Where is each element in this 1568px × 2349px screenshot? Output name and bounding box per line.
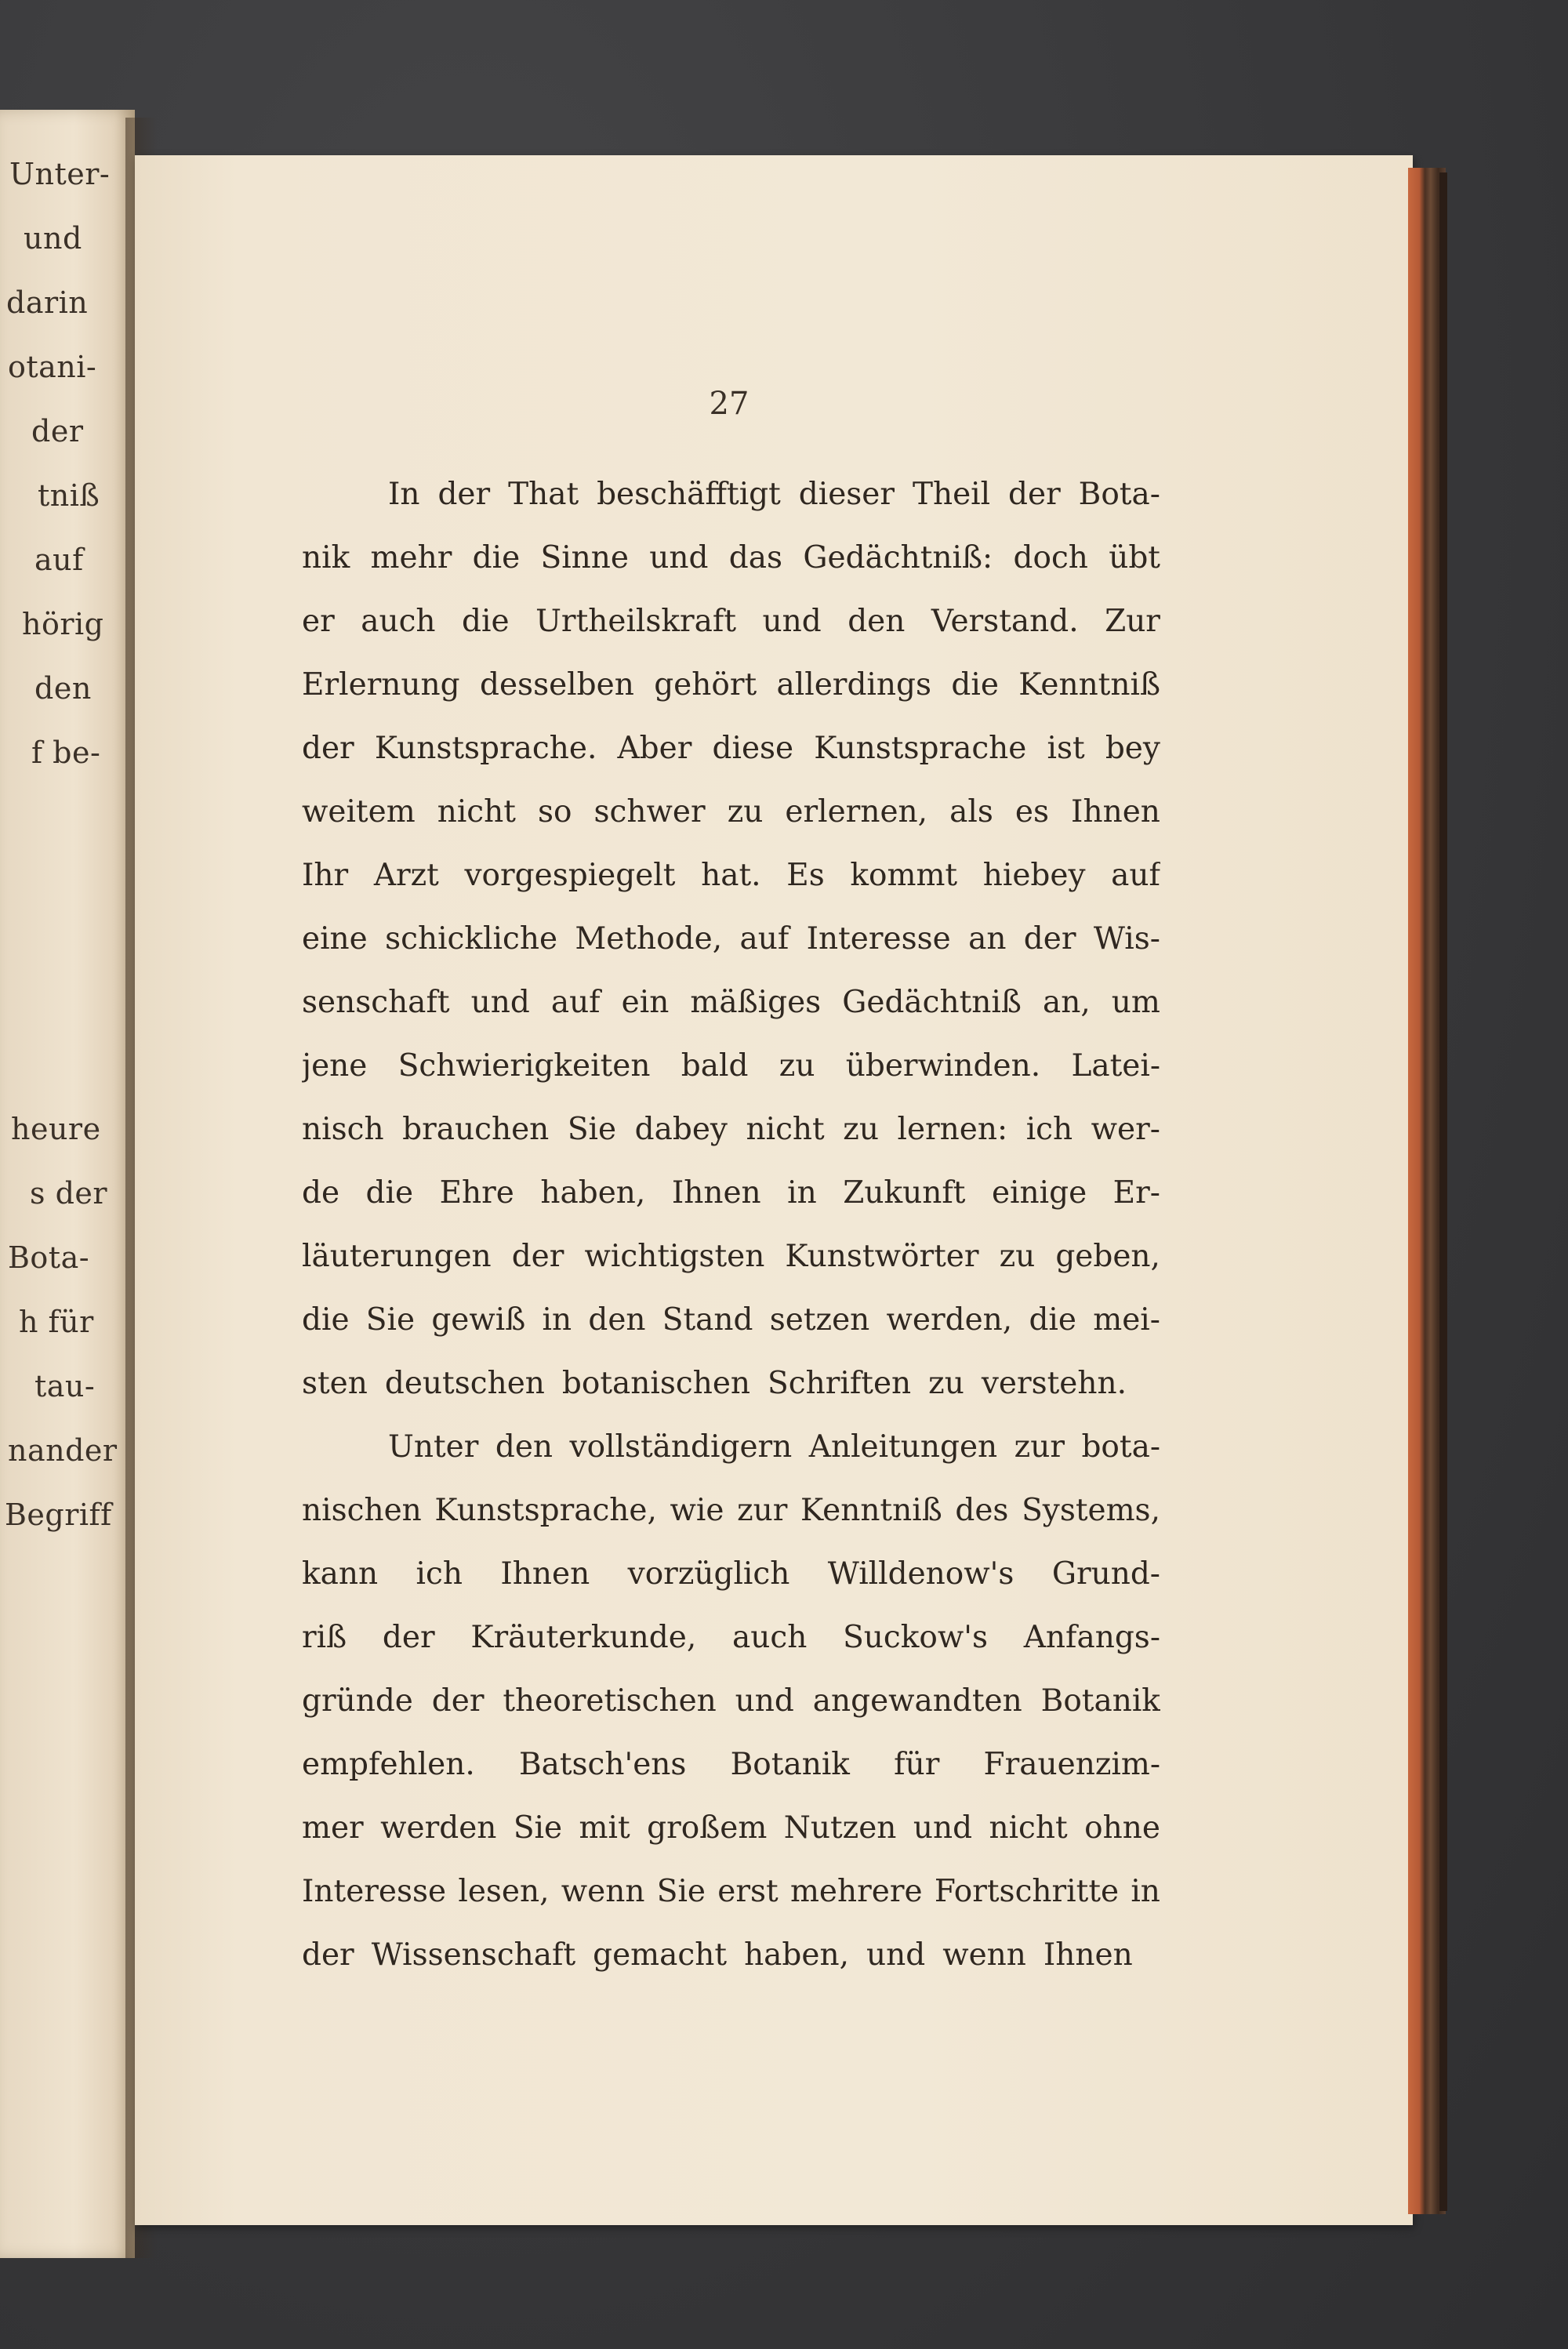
word: gründe bbox=[302, 1683, 413, 1719]
word: schwer bbox=[593, 794, 706, 830]
text-line bbox=[302, 1161, 1160, 1225]
book-cover-spine-shadow bbox=[1439, 172, 1447, 2211]
word: übt bbox=[1109, 540, 1160, 575]
word: Fortschritte bbox=[934, 1874, 1120, 1909]
word: gehört bbox=[654, 667, 757, 703]
word: Sie bbox=[656, 1874, 706, 1909]
word: Wissenschaft bbox=[371, 1937, 576, 1973]
left-page-fragment: f be- bbox=[31, 735, 101, 770]
word: ist bbox=[1047, 731, 1085, 766]
word: die bbox=[472, 540, 521, 575]
text-line bbox=[302, 1352, 1160, 1415]
word: mehr bbox=[370, 540, 452, 575]
word: weitem bbox=[302, 794, 416, 830]
word: Sie bbox=[513, 1810, 563, 1846]
word: vorzüglich bbox=[627, 1556, 790, 1592]
word: nicht bbox=[437, 794, 516, 830]
word: wer- bbox=[1091, 1112, 1160, 1147]
word: zu bbox=[999, 1239, 1036, 1274]
word: Willdenow's bbox=[827, 1556, 1014, 1592]
word: der bbox=[1023, 921, 1076, 957]
word: haben, bbox=[744, 1937, 849, 1973]
word: zur bbox=[1014, 1429, 1065, 1465]
word: sten bbox=[302, 1366, 368, 1401]
word: und bbox=[735, 1683, 794, 1719]
word: zu bbox=[727, 794, 764, 830]
word: an bbox=[968, 921, 1007, 957]
left-page-fragment: Bota- bbox=[8, 1240, 90, 1275]
word: Wis- bbox=[1093, 921, 1160, 957]
word: Er- bbox=[1112, 1175, 1160, 1211]
word: Ihnen bbox=[671, 1175, 761, 1211]
word: zu bbox=[928, 1366, 964, 1401]
word: wie bbox=[670, 1493, 724, 1528]
word: Frauenzim- bbox=[983, 1747, 1160, 1782]
text-line bbox=[302, 1225, 1160, 1288]
word: bey bbox=[1105, 731, 1160, 766]
word: Kenntniß bbox=[1018, 667, 1160, 703]
body-text bbox=[302, 463, 1160, 1987]
left-page-fragment: nander bbox=[8, 1433, 118, 1468]
word: de bbox=[302, 1175, 340, 1211]
word: ohne bbox=[1084, 1810, 1160, 1846]
word: einige bbox=[991, 1175, 1087, 1211]
word: auch bbox=[731, 1620, 808, 1655]
text-line bbox=[302, 907, 1160, 971]
left-page-fragment: auf bbox=[34, 543, 84, 577]
text-line bbox=[302, 844, 1160, 907]
word: doch bbox=[1013, 540, 1088, 575]
left-page-fragment: s der bbox=[30, 1176, 108, 1211]
word: setzen bbox=[769, 1302, 870, 1338]
word: Ihr bbox=[302, 858, 349, 893]
word: die bbox=[302, 1302, 350, 1338]
word: erlernen, bbox=[785, 794, 928, 830]
word: auch bbox=[361, 604, 436, 639]
word: wichtigsten bbox=[584, 1239, 765, 1274]
word: die bbox=[951, 667, 999, 703]
word: nischen bbox=[302, 1493, 422, 1528]
word: Kenntniß bbox=[800, 1493, 942, 1528]
word: lesen, bbox=[458, 1874, 550, 1909]
left-page-fragment: heure bbox=[11, 1112, 101, 1146]
word: Kunstsprache. bbox=[374, 731, 597, 766]
word: zu bbox=[843, 1112, 879, 1147]
word: haben, bbox=[540, 1175, 646, 1211]
text-line bbox=[302, 1288, 1160, 1352]
word: Latei- bbox=[1071, 1048, 1160, 1084]
word: auf bbox=[550, 985, 601, 1020]
word: läuterungen bbox=[302, 1239, 492, 1274]
word: nisch bbox=[302, 1112, 384, 1147]
word: in bbox=[787, 1175, 817, 1211]
text-line bbox=[302, 463, 1160, 526]
word: beschäfftigt bbox=[597, 477, 781, 512]
text-line bbox=[302, 1669, 1160, 1733]
left-page-fragment: darin bbox=[6, 285, 89, 320]
word: auf bbox=[739, 921, 789, 957]
word: empfehlen. bbox=[302, 1747, 475, 1782]
text-line bbox=[302, 717, 1160, 780]
text-line bbox=[302, 780, 1160, 844]
word: brauchen bbox=[402, 1112, 550, 1147]
word: Botanik bbox=[1040, 1683, 1160, 1719]
word: mer bbox=[302, 1810, 364, 1846]
word: zu bbox=[779, 1048, 815, 1084]
word: und bbox=[470, 985, 530, 1020]
word: Zur bbox=[1105, 604, 1160, 639]
word: Methode, bbox=[575, 921, 723, 957]
word: mäßiges bbox=[690, 985, 822, 1020]
word: Ihnen bbox=[1043, 1937, 1133, 1973]
word: Urtheilskraft bbox=[535, 604, 737, 639]
word: Systems, bbox=[1022, 1493, 1160, 1528]
text-line bbox=[302, 1542, 1160, 1606]
text-line bbox=[302, 1796, 1160, 1860]
word: großem bbox=[647, 1810, 768, 1846]
word: botanischen bbox=[561, 1366, 751, 1401]
word: Aber bbox=[617, 731, 692, 766]
word: Ehre bbox=[439, 1175, 514, 1211]
left-page-fragment: h für bbox=[19, 1305, 94, 1339]
word: bald bbox=[681, 1048, 749, 1084]
word: deutschen bbox=[384, 1366, 545, 1401]
word: der bbox=[382, 1620, 435, 1655]
word: ich bbox=[1025, 1112, 1073, 1147]
word: ich bbox=[416, 1556, 463, 1592]
word: des bbox=[955, 1493, 1009, 1528]
page-number: 27 bbox=[709, 386, 750, 422]
word: Sie bbox=[567, 1112, 617, 1147]
word: senschaft bbox=[302, 985, 450, 1020]
word: wenn bbox=[942, 1937, 1026, 1973]
word: nik bbox=[302, 540, 350, 575]
left-page-fragment: Begriff bbox=[5, 1498, 112, 1532]
word: jene bbox=[302, 1048, 368, 1084]
word: Grund- bbox=[1051, 1556, 1160, 1592]
word: theoretischen bbox=[503, 1683, 717, 1719]
word: Kräuterkunde, bbox=[470, 1620, 697, 1655]
word: Anfangs- bbox=[1023, 1620, 1160, 1655]
word: dieser bbox=[798, 477, 895, 512]
text-line bbox=[302, 653, 1160, 717]
word: zur bbox=[737, 1493, 788, 1528]
text-line bbox=[302, 590, 1160, 653]
word: Sinne bbox=[540, 540, 629, 575]
word: nicht bbox=[989, 1810, 1068, 1846]
word: für bbox=[894, 1747, 940, 1782]
word: schickliche bbox=[385, 921, 558, 957]
left-page-fragment: der bbox=[31, 414, 84, 448]
word: Gedächtniß bbox=[842, 985, 1022, 1020]
word: Interesse bbox=[806, 921, 951, 957]
word: gemacht bbox=[593, 1937, 728, 1973]
word: Theil bbox=[912, 477, 991, 512]
word: den bbox=[495, 1429, 554, 1465]
word: Suckow's bbox=[843, 1620, 988, 1655]
word: nicht bbox=[746, 1112, 825, 1147]
word: wenn bbox=[561, 1874, 645, 1909]
text-line bbox=[302, 1479, 1160, 1542]
word: der bbox=[302, 731, 354, 766]
word: mei- bbox=[1093, 1302, 1160, 1338]
word: Sie bbox=[365, 1302, 416, 1338]
word: ein bbox=[621, 985, 670, 1020]
word: geben, bbox=[1055, 1239, 1160, 1274]
word: der bbox=[437, 477, 491, 512]
word: erst bbox=[717, 1874, 779, 1909]
word: das bbox=[728, 540, 783, 575]
text-line bbox=[302, 1606, 1160, 1669]
word: Verstand. bbox=[931, 604, 1079, 639]
word: die bbox=[365, 1175, 414, 1211]
word: um bbox=[1111, 985, 1160, 1020]
word: Anleitungen bbox=[808, 1429, 998, 1465]
word: vorgespiegelt bbox=[464, 858, 676, 893]
word: der bbox=[511, 1239, 564, 1274]
word: eine bbox=[302, 921, 368, 957]
word: auf bbox=[1111, 858, 1160, 893]
word: Kunstwörter bbox=[785, 1239, 979, 1274]
word: angewandten bbox=[812, 1683, 1022, 1719]
word: Ihnen bbox=[500, 1556, 590, 1592]
word: Nutzen bbox=[783, 1810, 897, 1846]
text-line bbox=[302, 1860, 1160, 1923]
word: er bbox=[302, 604, 335, 639]
word: Kunstsprache bbox=[814, 731, 1027, 766]
word: kommt bbox=[850, 858, 958, 893]
word: Interesse bbox=[302, 1874, 447, 1909]
word: den bbox=[848, 604, 906, 639]
left-page-fragment: tau- bbox=[34, 1369, 96, 1403]
left-page bbox=[0, 110, 135, 2258]
word: verstehn. bbox=[981, 1366, 1127, 1401]
word: werden bbox=[380, 1810, 497, 1846]
word: Es bbox=[786, 858, 825, 893]
left-page-fragment: Unter- bbox=[9, 157, 111, 191]
word: Botanik bbox=[730, 1747, 850, 1782]
word: und bbox=[866, 1937, 926, 1973]
left-page-fragment: und bbox=[24, 221, 82, 256]
word: hat. bbox=[701, 858, 761, 893]
word: und bbox=[762, 604, 822, 639]
word: die bbox=[462, 604, 510, 639]
word: In bbox=[388, 477, 420, 512]
text-line bbox=[302, 1733, 1160, 1796]
word: Batsch'ens bbox=[518, 1747, 687, 1782]
word: vollständigern bbox=[569, 1429, 793, 1465]
left-page-fragment: den bbox=[34, 671, 92, 706]
word: es bbox=[1014, 794, 1049, 830]
word: die bbox=[1029, 1302, 1076, 1338]
word: und bbox=[913, 1810, 973, 1846]
word: Erlernung bbox=[302, 667, 460, 703]
word: überwinden. bbox=[845, 1048, 1041, 1084]
word: mehrere bbox=[789, 1874, 923, 1909]
word: riß bbox=[302, 1620, 347, 1655]
word: dabey bbox=[634, 1112, 728, 1147]
word: allerdings bbox=[776, 667, 931, 703]
text-line bbox=[302, 1098, 1160, 1161]
text-line bbox=[302, 1923, 1160, 1987]
left-page-fragment: hörig bbox=[22, 607, 104, 641]
word: den bbox=[588, 1302, 646, 1338]
text-line bbox=[302, 1415, 1160, 1479]
text-line bbox=[302, 1034, 1160, 1098]
word: der bbox=[302, 1937, 354, 1973]
word: werden, bbox=[886, 1302, 1013, 1338]
word: in bbox=[1131, 1874, 1160, 1909]
word: bota- bbox=[1081, 1429, 1160, 1465]
text-line bbox=[302, 526, 1160, 590]
word: diese bbox=[712, 731, 794, 766]
word: Schwierigkeiten bbox=[397, 1048, 651, 1084]
word: Schriften bbox=[768, 1366, 912, 1401]
word: in bbox=[542, 1302, 572, 1338]
word: so bbox=[538, 794, 572, 830]
word: Stand bbox=[662, 1302, 753, 1338]
text-line bbox=[302, 971, 1160, 1034]
word: hiebey bbox=[982, 858, 1086, 893]
left-page-fragment: otani- bbox=[8, 350, 97, 384]
word: That bbox=[508, 477, 579, 512]
word: kann bbox=[302, 1556, 379, 1592]
word: Zukunft bbox=[843, 1175, 966, 1211]
word: Gedächtniß: bbox=[803, 540, 993, 575]
word: an, bbox=[1042, 985, 1091, 1020]
word: desselben bbox=[480, 667, 634, 703]
word: als bbox=[949, 794, 993, 830]
word: Arzt bbox=[373, 858, 439, 893]
word: lernen: bbox=[897, 1112, 1008, 1147]
word: Bota- bbox=[1078, 477, 1160, 512]
word: der bbox=[431, 1683, 485, 1719]
word: Unter bbox=[388, 1429, 479, 1465]
word: Kunstsprache, bbox=[434, 1493, 657, 1528]
word: gewiß bbox=[431, 1302, 526, 1338]
word: Ihnen bbox=[1071, 794, 1160, 830]
left-page-fragment: tniß bbox=[38, 478, 100, 513]
word: mit bbox=[579, 1810, 630, 1846]
word: der bbox=[1008, 477, 1061, 512]
word: und bbox=[649, 540, 709, 575]
